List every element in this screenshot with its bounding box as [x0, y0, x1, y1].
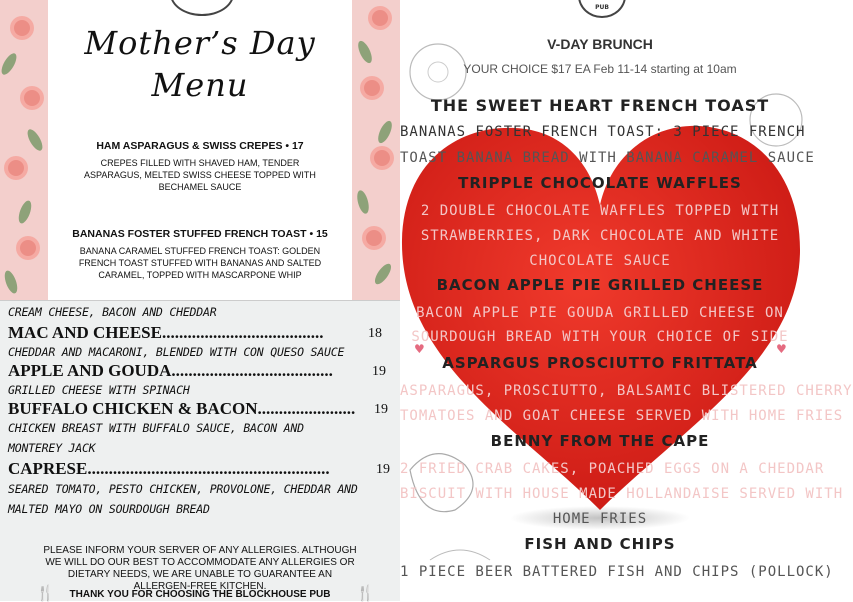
menu-item-name	[8, 323, 323, 343]
item-desc: TOAST BANANA BREAD WITH BANANA CARAMEL SAUCE	[400, 150, 815, 166]
vday-brunch-panel	[400, 0, 853, 600]
item-desc: CHEDDAR AND MACARONI, BLENDED WITH CON QUESO SAUCE	[8, 345, 345, 359]
item-name: APPLE AND GOUDA	[8, 361, 172, 380]
item-desc: 2 DOUBLE CHOCOLATE WAFFLES TOPPED WITH	[420, 203, 780, 219]
menu-item-desc	[66, 157, 334, 193]
item-desc: STRAWBERRIES, DARK CHOCOLATE AND WHITE	[420, 228, 780, 244]
leaf-icon	[0, 51, 19, 77]
desc-line: BECHAMEL SAUCE	[158, 182, 242, 192]
menu-item-name: FISH AND CHIPS	[524, 535, 676, 553]
mothers-day-menu-panel	[0, 0, 400, 300]
flower-icon	[372, 10, 388, 26]
fork-knife-icon: 🍴	[356, 584, 375, 602]
menu-item-title: HAM ASPARAGUS & SWISS CREPES • 17	[96, 140, 304, 152]
leaf-icon	[355, 39, 374, 65]
menu-item-name	[8, 361, 333, 381]
flower-icon	[374, 150, 390, 166]
menu-item-desc	[66, 245, 334, 281]
item-price: 18	[368, 326, 382, 341]
page-title: V-DAY BRUNCH	[547, 36, 653, 52]
allergy-line: PLEASE INFORM YOUR SERVER OF ANY ALLERGIES. ALTHOUGH	[43, 545, 357, 556]
item-desc: BISCUIT WITH HOUSE MADE HOLLANDAISE SERVED WITH	[400, 486, 844, 502]
desc-line: FRENCH TOAST STUFFED WITH BANANAS AND SALTED	[78, 258, 322, 268]
allergy-line: WE WILL DO OUR BEST TO ACCOMMODATE ANY ALLERGIES OR	[45, 557, 355, 568]
item-desc: CHOCOLATE SAUCE	[529, 253, 671, 269]
menu-item-name: TRIPPLE CHOCOLATE WAFFLES	[458, 174, 742, 192]
heart-icon: ♥	[776, 342, 787, 356]
allergy-line: ALLERGEN-FREE KITCHEN.	[133, 581, 267, 592]
leader-dots: ......................................	[171, 361, 333, 380]
desc-line: CARAMEL, TOPPED WITH MASCARPONE WHIP	[98, 270, 302, 280]
thanks-text: THANK YOU FOR CHOOSING THE BLOCKHOUSE PUB	[69, 589, 331, 600]
item-desc: SEARED TOMATO, PESTO CHICKEN, PROVOLONE, CHEDDAR AND	[8, 482, 358, 496]
leader-dots: .........................................................	[87, 459, 330, 478]
leaf-icon	[372, 261, 394, 286]
item-name: CAPRESE	[8, 459, 88, 478]
menu-item-name	[8, 399, 355, 419]
item-desc: CHICKEN BREAST WITH BUFFALO SAUCE, BACON AND	[8, 421, 304, 435]
item-name: BUFFALO CHICKEN & BACON	[8, 399, 258, 418]
item-name: MAC AND CHEESE	[8, 323, 162, 342]
leader-dots: .......................	[257, 399, 356, 418]
allergy-notice	[0, 545, 400, 593]
floral-border-left	[0, 0, 48, 300]
flower-icon	[20, 240, 36, 256]
item-desc: ASPARAGUS, PROSCIUTTO, BALSAMIC BLISTERED CHERRY	[400, 383, 853, 399]
flower-icon	[366, 230, 382, 246]
item-price: 19	[372, 364, 386, 379]
item-desc: 2 FRIED CRAB CAKES, POACHED EGGS ON A CHEDDAR	[400, 461, 825, 477]
menu-item-name: ASPARGUS PROSCIUTTO FRITTATA	[442, 354, 758, 372]
desc-line: CREPES FILLED WITH SHAVED HAM, TENDER	[100, 158, 300, 168]
item-desc: BANANAS FOSTER FRENCH TOAST: 3 PIECE FRENCH	[400, 124, 806, 140]
floral-border-right	[352, 0, 400, 300]
leader-dots: ......................................	[161, 323, 324, 342]
leaf-icon	[375, 119, 394, 145]
menu-item-name: THE SWEET HEART FRENCH TOAST	[430, 96, 770, 115]
item-price: 19	[376, 462, 390, 477]
desc-line: BANANA CARAMEL STUFFED FRENCH TOAST: GOLDEN	[79, 246, 321, 256]
item-desc: MONTEREY JACK	[8, 441, 96, 455]
flower-icon	[364, 80, 380, 96]
mothers-day-card	[48, 0, 352, 300]
logo-text: PUB	[595, 4, 609, 11]
item-desc: CREAM CHEESE, BACON AND CHEDDAR	[8, 305, 217, 319]
item-desc: 1 PIECE BEER BATTERED FISH AND CHIPS (POLLOCK)	[400, 564, 834, 580]
leaf-icon	[355, 189, 371, 215]
leaf-icon	[25, 127, 46, 153]
item-price: 19	[374, 402, 388, 417]
menu-item-name	[8, 459, 330, 479]
desc-line: ASPARAGUS, MELTED SWISS CHEESE TOPPED WITH	[84, 170, 316, 180]
item-desc: BACON APPLE PIE GOUDA GRILLED CHEESE ON	[416, 305, 784, 321]
lunch-menu-panel	[0, 300, 400, 601]
page-title-line1: Mother’s Day	[84, 24, 316, 62]
item-desc: SOURDOUGH BREAD WITH YOUR CHOICE OF SIDE	[411, 329, 789, 345]
item-desc: HOME FRIES	[552, 511, 648, 527]
price-subtitle: YOUR CHOICE $17 EA Feb 11-14 starting at 10am	[463, 62, 737, 76]
pub-logo	[170, 0, 234, 16]
leaf-icon	[2, 269, 20, 295]
menu-item-name: BACON APPLE PIE GRILLED CHEESE	[436, 276, 764, 294]
heart-icon: ♥	[414, 342, 425, 356]
item-desc: TOMATOES AND GOAT CHEESE SERVED WITH HOME FRIES	[400, 408, 844, 424]
menu-item-title: BANANAS FOSTER STUFFED FRENCH TOAST • 15	[72, 228, 328, 240]
fork-knife-icon: 🍴	[36, 584, 55, 602]
menu-item-name: BENNY FROM THE CAPE	[490, 432, 710, 450]
allergy-line: DIETARY NEEDS, WE ARE UNABLE TO GUARANTEE AN	[67, 569, 333, 580]
flower-icon	[24, 90, 40, 106]
page-title-line2: Menu	[151, 66, 249, 104]
item-desc: GRILLED CHEESE WITH SPINACH	[8, 383, 190, 397]
flower-icon	[14, 20, 30, 36]
heart-background-icon	[400, 0, 853, 600]
item-desc: MALTED MAYO ON SOURDOUGH BREAD	[8, 502, 210, 516]
leaf-icon	[16, 199, 34, 225]
flower-icon	[8, 160, 24, 176]
